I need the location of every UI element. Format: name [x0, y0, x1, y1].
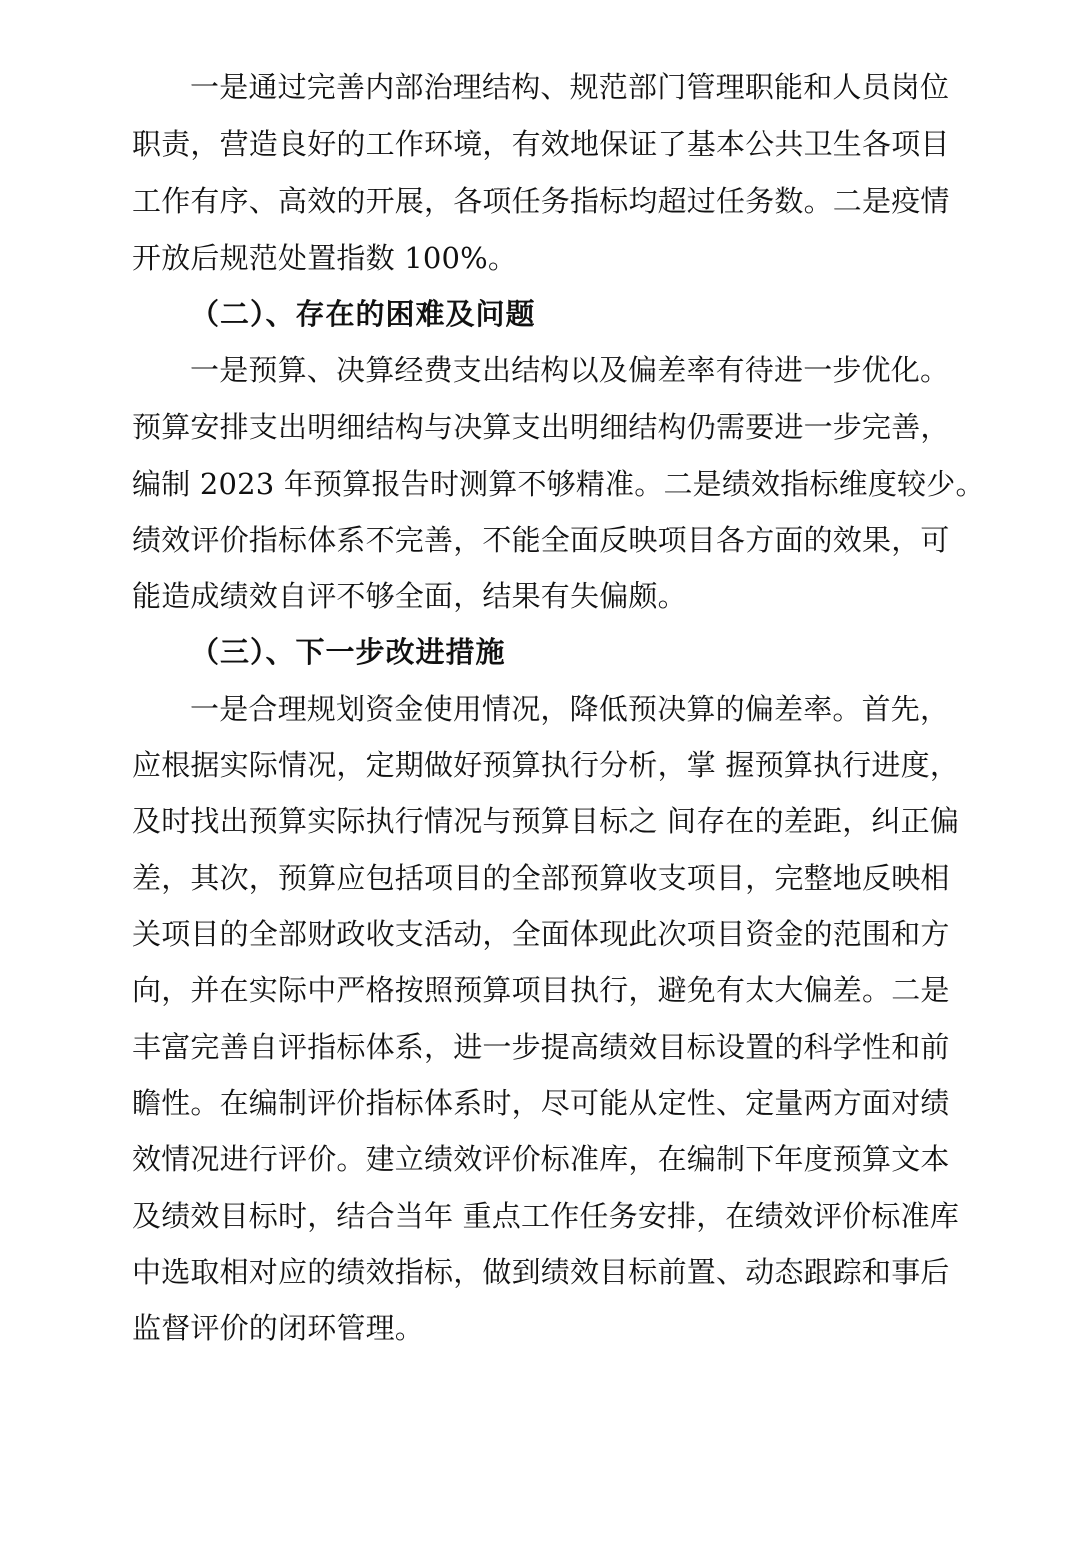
paragraph-3-line-8: 瞻性。在编制评价指标体系时，尽可能从定性、定量两方面对绩: [132, 1086, 950, 1120]
paragraph-2-line-4: 绩效评价指标体系不完善，不能全面反映项目各方面的效果，可: [132, 523, 950, 557]
paragraph-3-line-2: 应根据实际情况，定期做好预算执行分析，掌 握预算执行进度，: [132, 748, 960, 782]
paragraph-1-line-3: 工作有序、高效的开展，各项任务指标均超过任务数。二是疫情: [132, 184, 950, 218]
paragraph-2-line-3: 编制 2023 年预算报告时测算不够精准。二是绩效指标维度较少。: [132, 467, 985, 501]
paragraph-3-line-1: 一是合理规划资金使用情况，降低预决算的偏差率。首先，: [190, 692, 950, 726]
paragraph-1-line-4: 开放后规范处置指数 100%。: [132, 241, 518, 275]
paragraph-3-line-6: 向，并在实际中严格按照预算项目执行，避免有太大偏差。二是: [132, 973, 950, 1007]
paragraph-3-line-3: 及时找出预算实际执行情况与预算目标之 间存在的差距，纠正偏: [132, 804, 960, 838]
section-heading-3: （三）、下一步改进措施: [190, 635, 506, 669]
paragraph-3-line-12: 监督评价的闭环管理。: [132, 1311, 425, 1345]
paragraph-2-line-5: 能造成绩效自评不够全面，结果有失偏颇。: [132, 579, 687, 613]
paragraph-3-line-5: 关项目的全部财政收支活动，全面体现此次项目资金的范围和方: [132, 917, 950, 951]
paragraph-3-line-10: 及绩效目标时，结合当年 重点工作任务安排，在绩效评价标准库: [132, 1199, 960, 1233]
paragraph-1-line-2: 职责，营造良好的工作环境，有效地保证了基本公共卫生各项目: [132, 127, 950, 161]
paragraph-3-line-11: 中选取相对应的绩效指标，做到绩效目标前置、动态跟踪和事后: [132, 1255, 950, 1289]
paragraph-2-line-1: 一是预算、决算经费支出结构以及偏差率有待进一步优化。: [190, 353, 950, 387]
paragraph-2-line-2: 预算安排支出明细结构与决算支出明细结构仍需要进一步完善，: [132, 410, 950, 444]
paragraph-3-line-4: 差，其次，预算应包括项目的全部预算收支项目，完整地反映相: [132, 861, 950, 895]
paragraph-1-line-1: 一是通过完善内部治理结构、规范部门管理职能和人员岗位: [190, 70, 950, 104]
paragraph-3-line-9: 效情况进行评价。建立绩效评价标准库，在编制下年度预算文本: [132, 1142, 950, 1176]
paragraph-3-line-7: 丰富完善自评指标体系，进一步提高绩效目标设置的科学性和前: [132, 1030, 950, 1064]
section-heading-2: （二）、存在的困难及问题: [190, 297, 536, 331]
